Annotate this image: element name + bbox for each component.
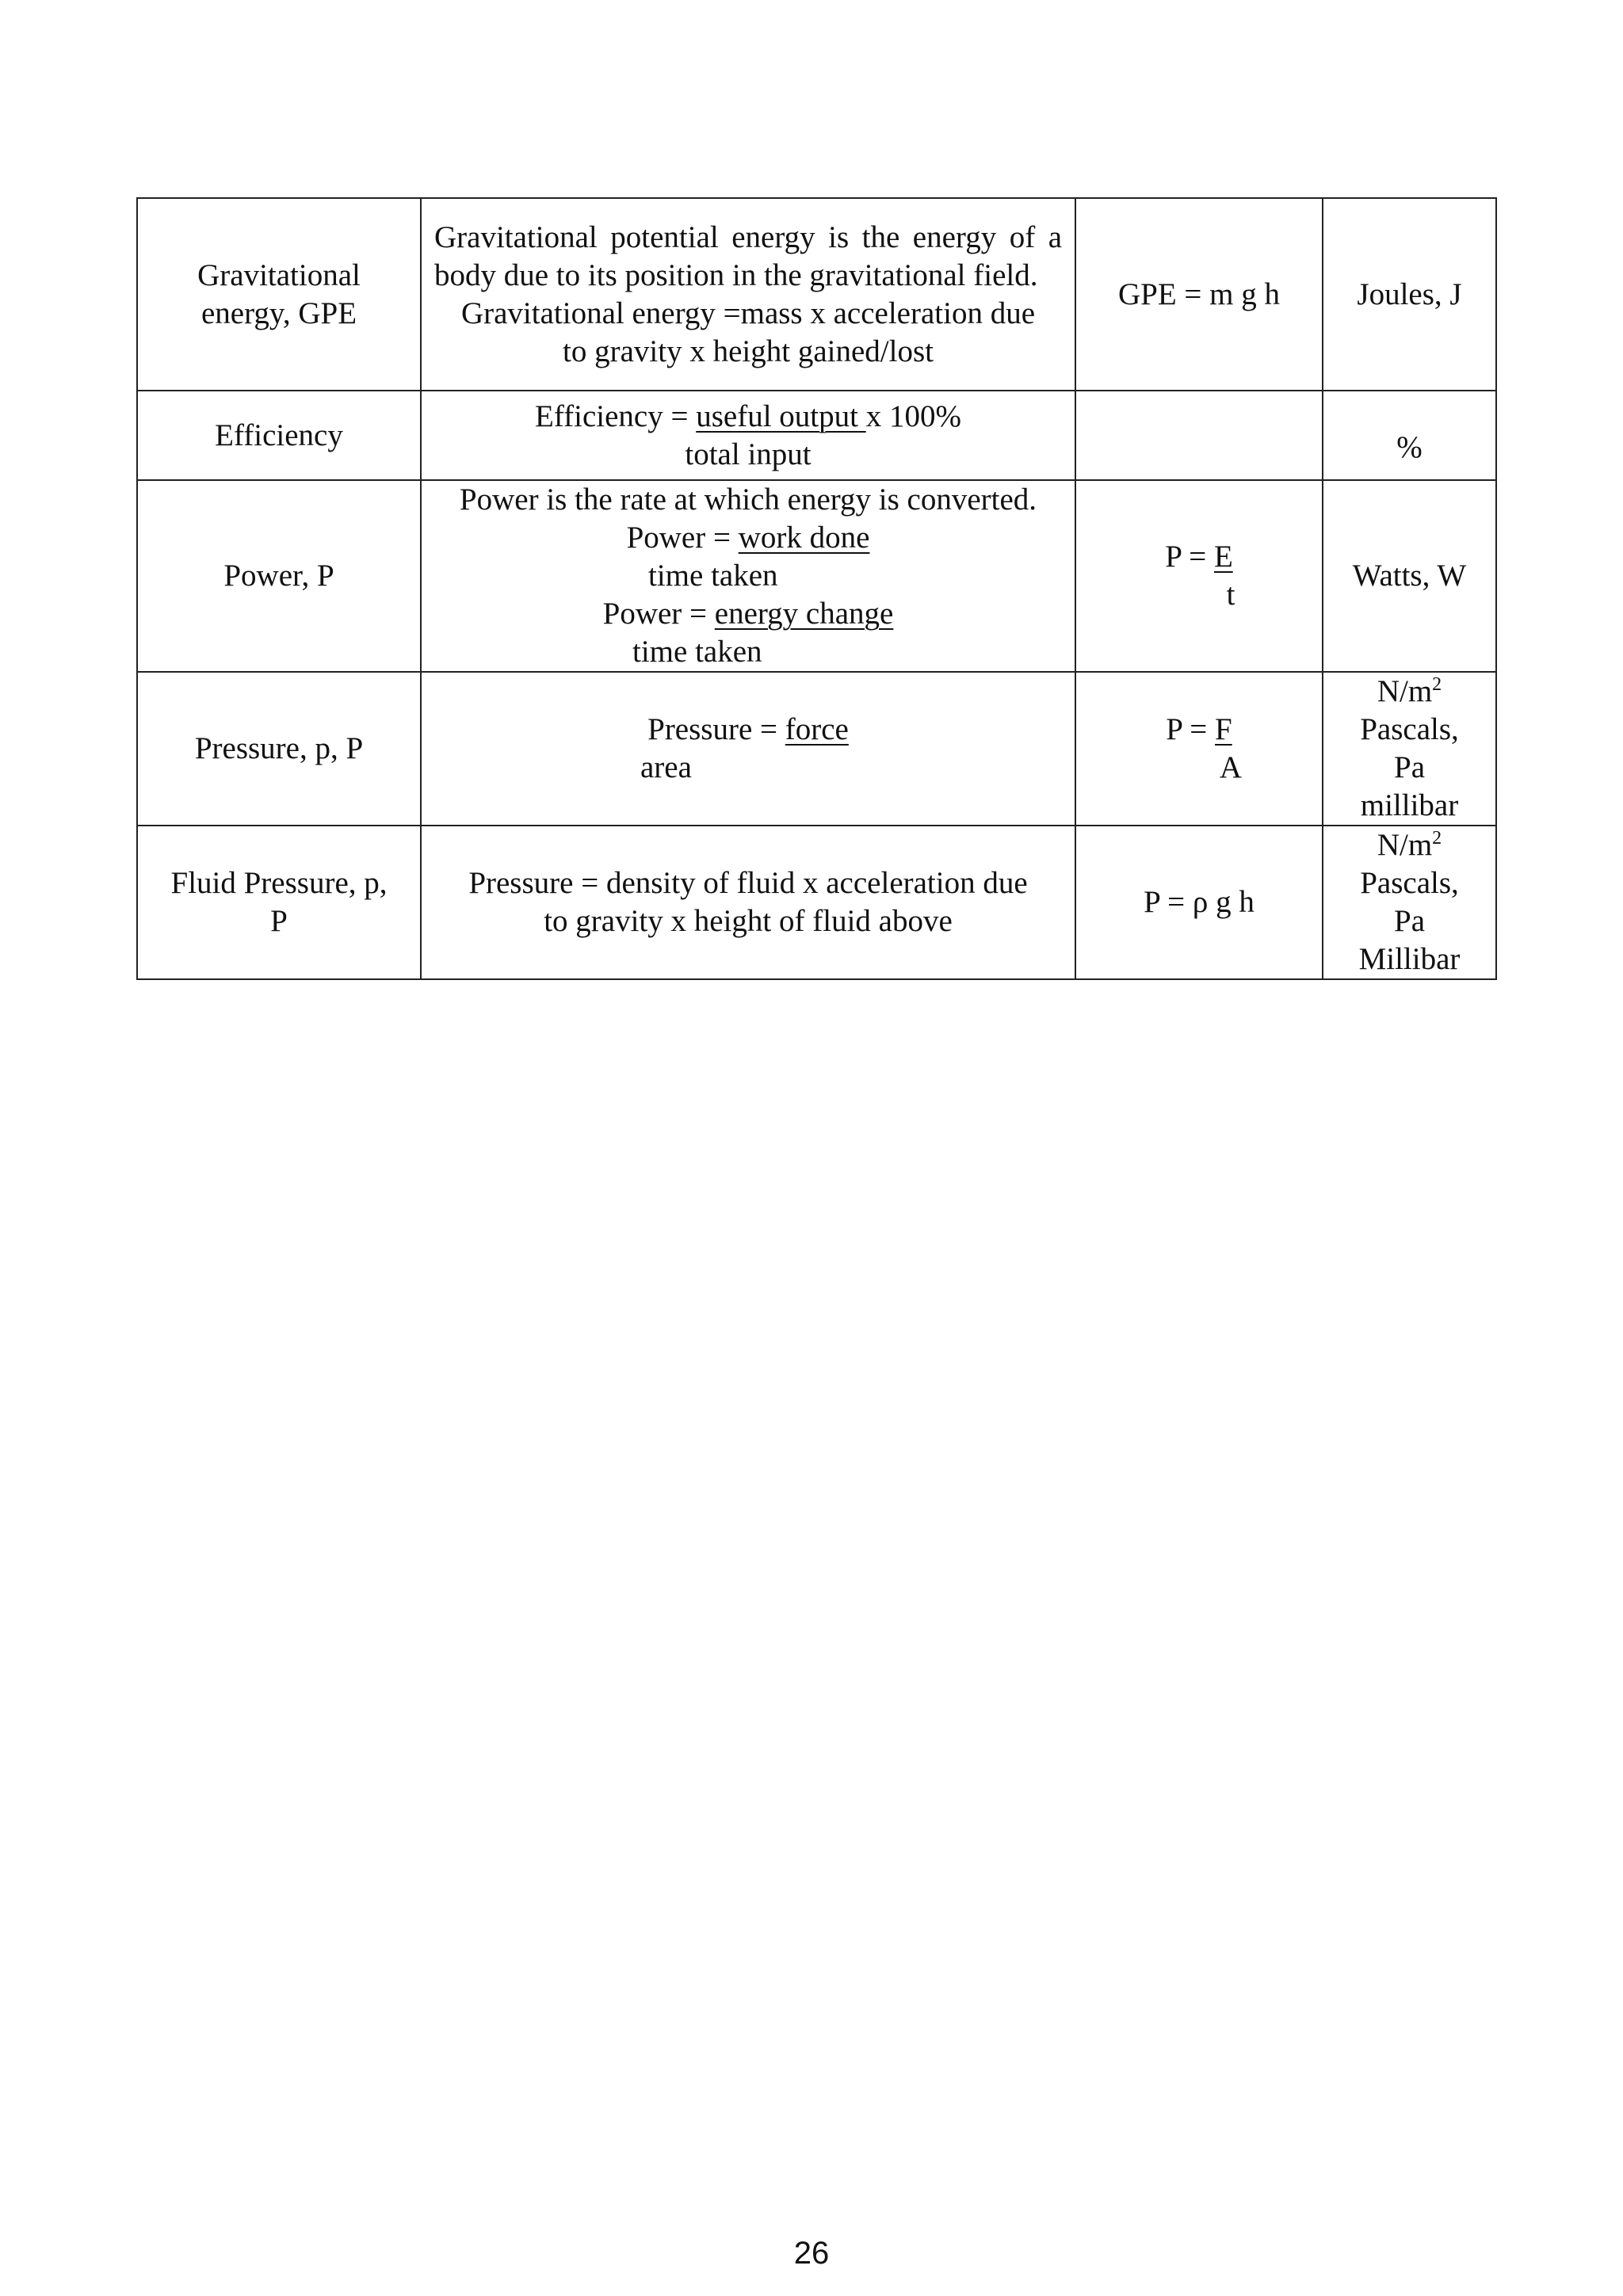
formula-text: GPE = m g h: [1117, 277, 1280, 311]
equation-numerator: force: [785, 712, 849, 746]
definition-cell: [421, 672, 1075, 826]
unit-text: millibar: [1360, 788, 1459, 822]
definition-text: Power is the rate at which energy is converted.: [459, 482, 1037, 517]
equation-numerator: work done: [738, 521, 870, 555]
unit-text: Joules, J: [1357, 277, 1462, 311]
unit-text: Millibar: [1358, 942, 1461, 976]
formula-cell: [1075, 198, 1323, 391]
unit-cell: [1323, 672, 1496, 826]
unit-text: Watts, W: [1352, 559, 1467, 593]
formula-line: [1089, 538, 1309, 576]
equation-line: [434, 398, 1062, 436]
equation-numerator: energy change: [714, 597, 894, 631]
formula-line: [1089, 711, 1309, 749]
definition-cell: [421, 391, 1075, 480]
formula-cell: [1075, 480, 1323, 672]
formula-cell: [1075, 672, 1323, 826]
unit-text: Pa: [1394, 904, 1425, 938]
table-row: [137, 198, 1496, 391]
formula-prefix: P =: [1166, 712, 1216, 746]
unit-cell: [1323, 198, 1496, 391]
formula-numerator: E: [1213, 540, 1233, 574]
unit-text: Pascals,: [1360, 866, 1459, 900]
definition-text: to gravity x height gained/lost: [563, 334, 934, 368]
equation-line: [434, 519, 1062, 557]
equation-line: [434, 711, 1062, 749]
equation-denominator: area: [640, 750, 692, 784]
quantity-cell: [137, 391, 421, 480]
equation-line: [434, 595, 1062, 633]
table-row: [137, 480, 1496, 672]
equation-denominator: time taken: [648, 559, 778, 593]
unit-base: N/m: [1377, 828, 1433, 862]
unit-text: Pa: [1394, 750, 1425, 784]
unit-text: %: [1396, 430, 1423, 464]
unit-cell: [1323, 826, 1496, 979]
equation-denominator: total input: [685, 437, 812, 471]
equation-suffix: x 100%: [865, 399, 961, 433]
equation-numerator: useful output: [696, 399, 866, 433]
quantity-text: Gravitational: [197, 257, 361, 292]
unit-exponent: 2: [1432, 674, 1442, 695]
table-row: [137, 826, 1496, 979]
table-row: [137, 391, 1496, 480]
definition-text: Gravitational energy =mass x acceleration due: [460, 296, 1036, 330]
equation-denominator: time taken: [632, 635, 762, 669]
equation-prefix: Pressure =: [647, 712, 785, 746]
formula-denominator: t: [1226, 578, 1235, 612]
quantity-text: energy, GPE: [200, 296, 357, 330]
formula-denominator: A: [1219, 750, 1243, 784]
unit-text: [1336, 826, 1483, 864]
quantity-text: Pressure, p, P: [194, 731, 364, 765]
quantity-cell: [137, 198, 421, 391]
unit-cell: [1323, 480, 1496, 672]
physics-quantities-table: [136, 197, 1497, 980]
equation-prefix: Power =: [626, 521, 739, 555]
quantity-text: Power, P: [223, 559, 334, 593]
formula-prefix: P =: [1165, 540, 1214, 574]
equation-prefix: Efficiency =: [535, 399, 697, 433]
definition-cell: [421, 480, 1075, 672]
unit-text: Pascals,: [1360, 712, 1459, 746]
formula-cell: [1075, 826, 1323, 979]
unit-cell: [1323, 391, 1496, 480]
definition-text: Pressure = density of fluid x acceleration due: [468, 866, 1028, 900]
definition-cell: [421, 826, 1075, 979]
definition-text: Gravitational potential energy is the energy of a body due to its position in the gravitational field.: [434, 219, 1062, 292]
formula-numerator: F: [1215, 712, 1232, 746]
quantity-text: Efficiency: [215, 418, 343, 452]
page-number: 26: [793, 2236, 830, 2271]
equation-prefix: Power =: [602, 597, 715, 631]
formula-text: P = ρ g h: [1144, 885, 1254, 919]
unit-base: N/m: [1377, 674, 1433, 708]
formula-cell: [1075, 391, 1323, 480]
quantity-cell: [137, 480, 421, 672]
table-row: [137, 672, 1496, 826]
quantity-text: Fluid Pressure, p,: [170, 866, 388, 900]
definition-cell: [421, 198, 1075, 391]
quantity-text: P: [270, 904, 288, 938]
quantity-cell: [137, 672, 421, 826]
definition-text: to gravity x height of fluid above: [544, 904, 953, 938]
unit-text: [1336, 673, 1483, 711]
quantity-cell: [137, 826, 421, 979]
unit-exponent: 2: [1432, 828, 1442, 849]
